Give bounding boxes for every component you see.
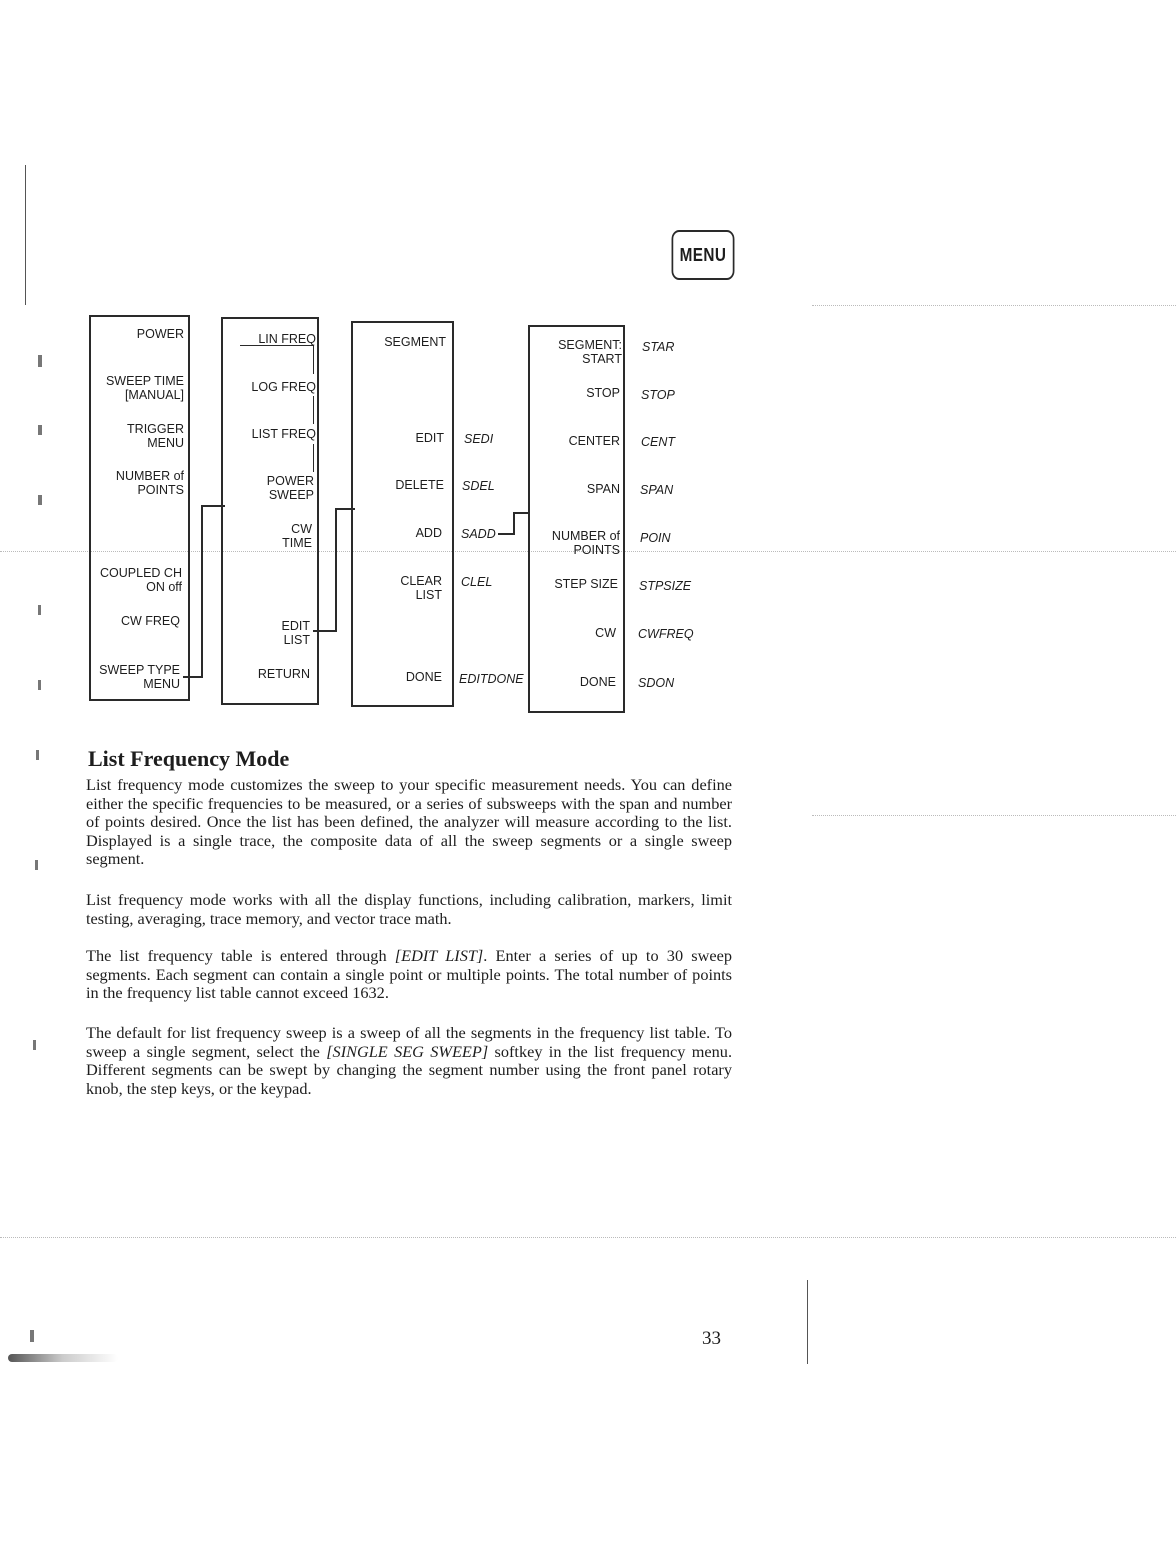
- softkey-trigger-menu: TRIGGER MENU: [127, 422, 184, 450]
- softkey-span: SPAN: [586, 482, 620, 496]
- connector-line: [513, 512, 515, 535]
- paragraph-2: List frequency mode works with all the display functions, including calibration, markers, limit testing, averaging, trace memory, and vector trace math.: [86, 890, 732, 928]
- connector-line: [513, 512, 529, 514]
- softkey-stop: STOP: [586, 386, 620, 400]
- softkey-cw-freq: CW FREQ: [120, 614, 180, 628]
- mnemonic-stpsize: STPSIZE: [639, 579, 692, 593]
- edit-list-key-reference: [EDIT LIST]: [394, 946, 484, 965]
- softkey-number-of-points: NUMBER of POINTS: [115, 469, 184, 497]
- connector-line: [183, 676, 201, 678]
- segment-menu-box: [528, 325, 625, 713]
- stimulus-menu-box: [89, 315, 190, 701]
- mnemonic-stop: STOP: [641, 388, 675, 402]
- single-seg-sweep-key-reference: [SINGLE SEG SWEEP]: [326, 1041, 489, 1061]
- mnemonic-poin: POIN: [640, 531, 671, 545]
- mnemonic-sdel: SDEL: [462, 479, 495, 493]
- connector-line: [313, 396, 314, 424]
- softkey-sweep-type-menu: SWEEP TYPE MENU: [99, 663, 180, 691]
- scan-mark-7: [35, 860, 38, 870]
- softkey-coupled-ch: COUPLED CH ON off: [100, 566, 182, 594]
- scan-edge-line-right: [807, 1280, 808, 1364]
- mnemonic-editdone: EDITDONE: [459, 672, 524, 686]
- scan-dotted-line-3: [812, 815, 1176, 816]
- scan-mark-8: [33, 1040, 36, 1050]
- softkey-return: RETURN: [257, 667, 310, 681]
- softkey-edit-list: EDIT LIST: [281, 619, 310, 647]
- scan-dotted-line-1: [812, 305, 1176, 306]
- paragraph-1: List frequency mode customizes the sweep to your specific measurement needs. You can define either the specific frequencies to be measured, or a series of subsweeps with the span and number of points desired. Once the list has been defined, the analyzer will measure according to the list. Displayed is a single trace, the composite data of all the sweep segments or a single sweep segment.: [86, 775, 732, 868]
- paragraph-4-text-start: The default for list frequency sweep is a sweep of all the segments in the frequency list table. To sweep a single segment, select the: [86, 1023, 732, 1061]
- softkey-power: POWER: [136, 327, 184, 341]
- softkey-cw-time: CW TIME: [282, 522, 312, 550]
- softkey-segment: SEGMENT: [384, 335, 446, 349]
- scan-mark-6: [36, 750, 39, 760]
- mnemonic-sadd: SADD: [461, 527, 496, 541]
- mnemonic-sedi: SEDI: [464, 432, 494, 446]
- mnemonic-sdon: SDON: [638, 676, 675, 690]
- paragraph-3-text-start: The list frequency table is entered through: [86, 946, 395, 965]
- section-heading: List Frequency Mode: [88, 746, 290, 771]
- mnemonic-star: STAR: [642, 340, 675, 354]
- softkey-clear-list: CLEAR LIST: [400, 574, 442, 602]
- softkey-log-freq: LOG FREQ: [251, 380, 316, 394]
- softkey-delete: DELETE: [395, 478, 444, 492]
- paragraph-4-text-end: softkey in the list frequency menu. Different segments can be swept by changing the segment number using the front panel rotary knob, the step keys, or the keypad.: [86, 1041, 733, 1098]
- mnemonic-clel: CLEL: [461, 575, 493, 589]
- connector-line: [498, 533, 514, 535]
- softkey-edit: EDIT: [415, 431, 444, 445]
- scan-mark-4: [38, 605, 41, 615]
- paragraph-3: [86, 947, 732, 1003]
- scan-mark-9: [30, 1330, 34, 1342]
- softkey-lin-freq: LIN FREQ: [258, 332, 316, 346]
- edit-list-menu-box: [351, 321, 454, 707]
- softkey-done: DONE: [405, 670, 442, 684]
- softkey-list-freq: LIST FREQ: [251, 427, 316, 441]
- softkey-step-size: STEP SIZE: [554, 577, 618, 591]
- scan-mark-3: [38, 495, 42, 505]
- mnemonic-cwfreq: CWFREQ: [638, 627, 694, 641]
- scan-mark-1: [38, 355, 42, 367]
- softkey-center: CENTER: [568, 434, 620, 448]
- menu-hardkey: MENU: [672, 230, 735, 280]
- connector-line: [313, 444, 314, 472]
- mnemonic-span: SPAN: [640, 483, 674, 497]
- mnemonic-cent: CENT: [641, 435, 676, 449]
- connector-line: [201, 505, 203, 678]
- scan-smudge: [8, 1354, 118, 1362]
- softkey-segment-done: DONE: [579, 675, 616, 689]
- scan-mark-5: [38, 680, 41, 690]
- paragraph-3-text-end: . Enter a series of up to 30 sweep segments. Each segment can contain a single point or multiple points. The total number of points in the frequency list table cannot exceed 1632.: [86, 946, 732, 1002]
- softkey-add: ADD: [415, 526, 442, 540]
- connector-line: [313, 346, 314, 374]
- softkey-segment-start: SEGMENT: START: [558, 338, 622, 366]
- softkey-cw: CW: [595, 626, 616, 640]
- connector-line: [335, 508, 337, 632]
- scan-edge-line-left: [25, 165, 26, 305]
- connector-line: [313, 630, 335, 632]
- paragraph-4: [86, 1024, 732, 1098]
- softkey-power-sweep: POWER SWEEP: [266, 474, 314, 502]
- page-number: 33: [702, 1328, 721, 1349]
- softkey-segment-number-of-points: NUMBER of POINTS: [551, 529, 620, 557]
- scan-dotted-line-4: [0, 1237, 1176, 1238]
- softkey-sweep-time: SWEEP TIME [MANUAL]: [105, 374, 184, 402]
- scan-mark-2: [38, 425, 42, 435]
